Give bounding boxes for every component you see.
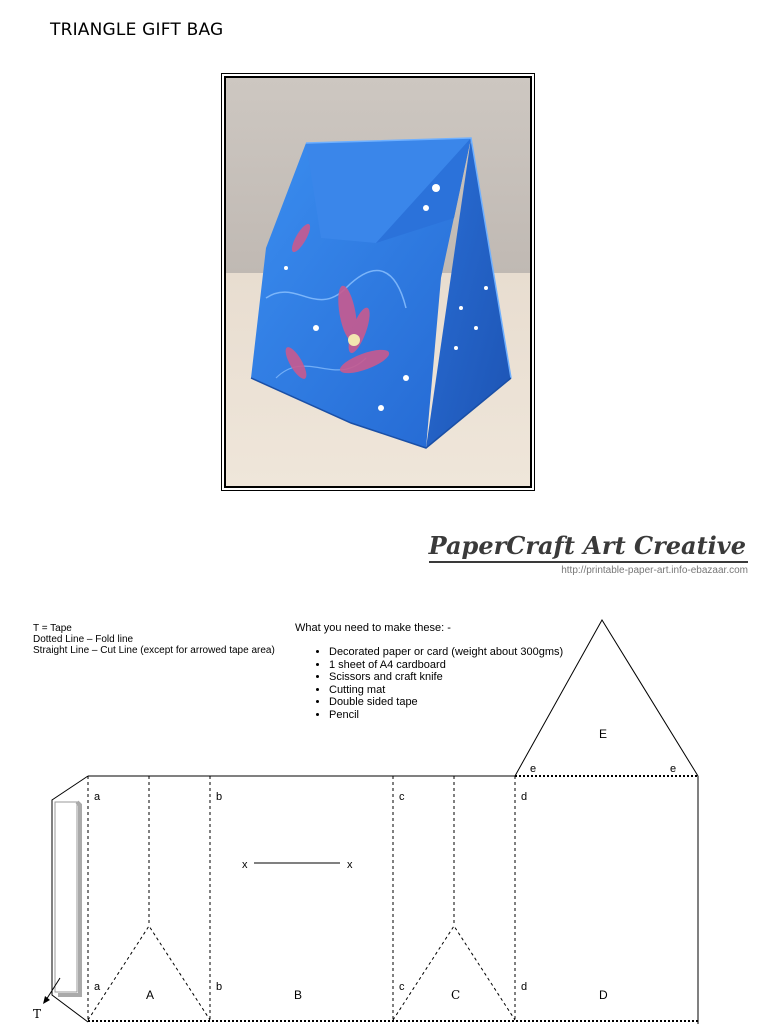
list-item: • Pencil [329,709,563,722]
label-panel-d: D [599,988,608,1002]
label-e-right: e [670,763,677,775]
tape-arrowhead [43,996,50,1004]
cutting-template [0,610,768,1024]
brand-logo: PaperCraft Art Creative [429,531,748,563]
label-panel-c: C [451,988,461,1002]
flap-e-outline [515,620,698,776]
label-a-top: a [94,791,101,803]
materials-heading: What you need to make these: - [295,622,451,634]
legend-tape: T = Tape [33,623,72,634]
list-item: • Cutting mat [329,684,563,697]
list-item: • 1 sheet of A4 cardboard [329,659,563,672]
label-panel-e: E [599,727,608,741]
label-a-bottom: a [94,981,101,993]
label-d-top: d [521,791,528,803]
legend-dotted: Dotted Line – Fold line [33,634,134,645]
brand-block [429,531,748,576]
label-x-right: x [347,859,353,871]
label-e-left: e [530,763,537,775]
label-x-left: x [242,859,248,871]
label-panel-b: B [294,988,303,1002]
page-title: TRIANGLE GIFT BAG [50,20,224,40]
list-item: • Decorated paper or card (weight about 300gms) [329,646,563,659]
label-d-bottom: d [521,981,528,993]
label-b-top: b [216,791,223,803]
photo-frame [221,73,535,491]
gift-bag-illustration [226,78,532,488]
brand-url[interactable]: http://printable-paper-art.info-ebazaar.com [561,565,748,576]
label-tape-t: T [33,1007,42,1021]
triangle-fold-c [393,926,515,1020]
legend-straight: Straight Line – Cut Line (except for arrowed tape area) [33,645,275,656]
triangle-fold-a [88,926,210,1020]
label-c-top: c [399,791,405,803]
label-panel-a: A [146,988,155,1002]
label-b-bottom: b [216,981,223,993]
gift-bag-photo [224,76,532,488]
tape-area [55,802,77,992]
list-item: • Double sided tape [329,696,563,709]
list-item: • Scissors and craft knife [329,671,563,684]
label-c-bottom: c [399,981,405,993]
